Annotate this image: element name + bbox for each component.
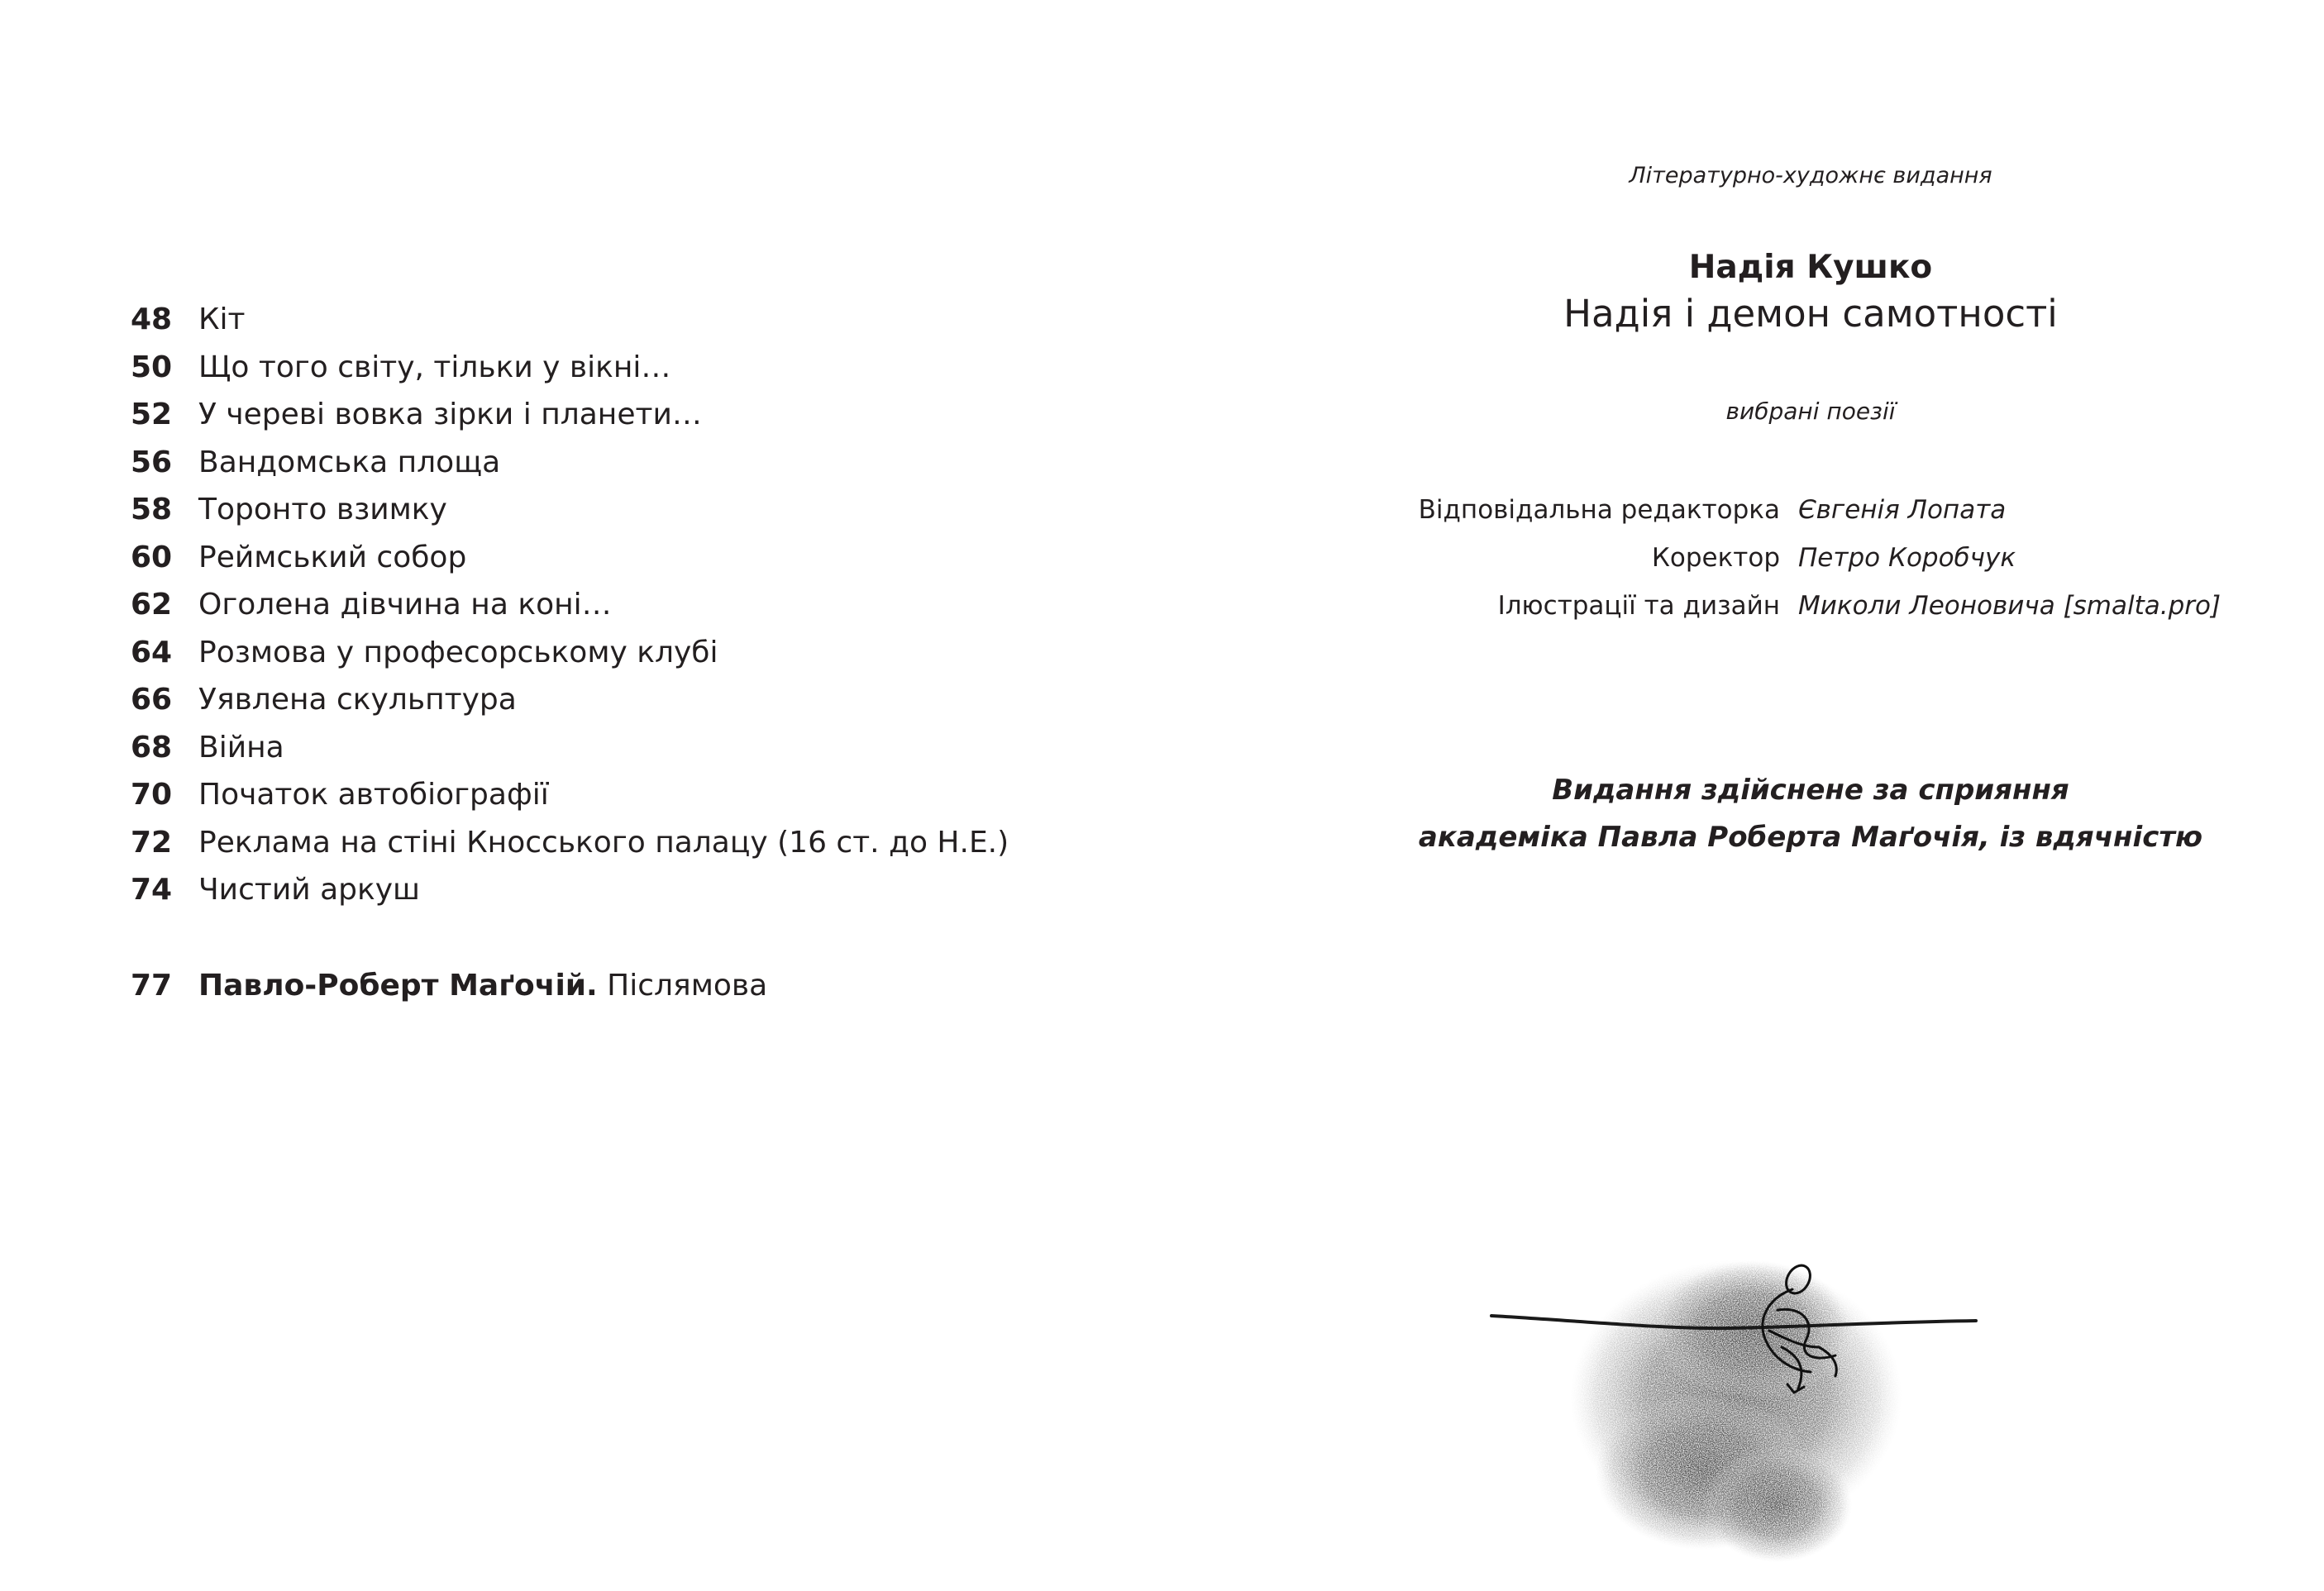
toc-entry	[131, 866, 1040, 914]
toc-entry	[131, 771, 1040, 819]
credit-row	[1389, 582, 2221, 630]
credit-name: Миколи Леоновича [smalta.pro]	[1798, 591, 2221, 621]
toc-title: Що того світу, тільки у вікні…	[198, 350, 671, 384]
toc-title: Війна	[198, 730, 284, 765]
toc-entry	[131, 676, 1040, 724]
toc-title: Уявлена скульптура	[198, 683, 517, 717]
pencil-sketch-illustration	[1480, 1231, 1992, 1579]
toc-title: Початок автобіографії	[198, 778, 549, 812]
toc-spacer	[131, 914, 1040, 962]
toc-entry	[131, 581, 1040, 629]
credit-role: Коректор	[1651, 543, 1780, 573]
support-acknowledgement	[1372, 767, 2249, 861]
toc-page-number: 66	[131, 683, 173, 717]
credit-name: Петро Коробчук	[1798, 543, 2016, 573]
toc-entry	[131, 344, 1040, 392]
toc-page-number: 62	[131, 588, 173, 622]
support-line-2: академіка Павла Роберта Маґочія, із вдячністю	[1418, 821, 2203, 854]
credits-block	[1389, 486, 2221, 630]
toc-entry	[131, 391, 1040, 439]
toc-entry	[131, 486, 1040, 534]
toc-entry	[131, 724, 1040, 772]
support-line-1: Видання здійснене за сприяння	[1552, 774, 2069, 807]
toc-page-number: 48	[131, 302, 173, 336]
toc-entry	[131, 629, 1040, 677]
toc-page-number: 56	[131, 445, 173, 479]
toc-page-number: 60	[131, 540, 173, 574]
toc-entry	[131, 819, 1040, 867]
toc-page-number: 74	[131, 873, 173, 907]
toc-entry	[131, 534, 1040, 582]
afterword-author: Павло-Роберт Маґочій.	[198, 968, 598, 1003]
toc-title: Торонто взимку	[198, 493, 447, 526]
toc-title: Оголена дівчина на коні…	[198, 588, 612, 622]
toc-page-number: 70	[131, 778, 173, 812]
edition-type: Літературно-художнє видання	[1629, 163, 1992, 188]
toc-title: Вандомська площа	[198, 445, 501, 479]
toc-title: У череві вовка зірки і планети…	[198, 398, 702, 431]
toc-title: Реклама на стіні Кносського палацу (16 ст. до Н.Е.)	[198, 825, 1009, 860]
credit-row	[1389, 534, 2216, 582]
afterword-title: Післямова	[607, 968, 768, 1003]
toc-title: Розмова у професорському клубі	[198, 635, 718, 669]
toc-title	[198, 962, 1040, 1010]
toc-page-number: 58	[131, 493, 173, 526]
credit-row	[1389, 486, 2216, 534]
credit-role: Відповідальна редакторка	[1418, 495, 1780, 525]
toc-page-number: 50	[131, 350, 173, 384]
toc-page-number: 64	[131, 635, 173, 669]
toc-page-number: 52	[131, 398, 173, 431]
book-title: Надія і демон самотності	[1563, 292, 2058, 336]
book-author: Надія Кушко	[1688, 249, 1933, 286]
toc-page-number: 72	[131, 825, 173, 860]
toc-afterword-entry	[131, 962, 1040, 1010]
toc-title: Чистий аркуш	[198, 873, 420, 907]
toc-entry	[131, 296, 1040, 344]
toc-page-number: 68	[131, 730, 173, 765]
toc-page-number: 77	[131, 968, 173, 1003]
graphite-shading	[1571, 1260, 1902, 1562]
toc-title: Реймський собор	[198, 540, 467, 574]
toc-title: Кіт	[198, 302, 246, 336]
credit-role: Ілюстрації та дизайн	[1497, 591, 1780, 621]
toc-entry	[131, 439, 1040, 487]
credit-name: Євгенія Лопата	[1798, 495, 2007, 525]
table-of-contents	[131, 296, 1040, 1009]
book-genre: вибрані поезії	[1725, 398, 1896, 425]
